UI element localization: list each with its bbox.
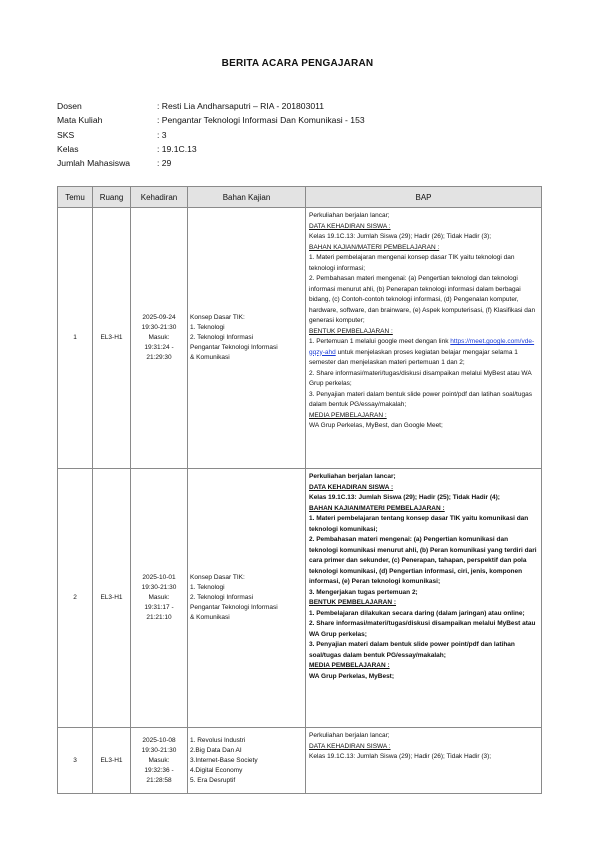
- bap-line: 2. Share informasi/materi/tugas/diskusi disampaikan melalui MyBest atau WA Grup perkelas;: [309, 620, 536, 638]
- kajian-line: 3.Internet-Base Society: [190, 756, 258, 764]
- teaching-record-table: [57, 186, 542, 794]
- bap-line: 1. Pembelajaran dilakukan secara daring (dalam jaringan) atau online;: [309, 609, 525, 617]
- cell-bap: [306, 208, 542, 469]
- bap-line: 1. Materi pembelajaran tentang konsep dasar TIK yaitu komunikasi dan teknologi komunikasi;: [309, 515, 529, 533]
- kehadiran-line: 19:31:24 -: [144, 344, 174, 351]
- kajian-line: 4.Digital Economy: [190, 766, 243, 774]
- bap-line: 3. Mengerjakan tugas pertemuan 2;: [309, 588, 418, 596]
- kajian-line: Konsep Dasar TIK:: [190, 574, 245, 581]
- kehadiran-line: 19:31:17 -: [144, 604, 174, 611]
- kehadiran-line: 19:32:36 -: [144, 766, 174, 774]
- bap-line: Kelas 19.1C.13: Jumlah Siswa (29); Hadir (25); Tidak Hadir (4);: [309, 494, 500, 501]
- cell-bap: [306, 469, 542, 728]
- header-kehadiran: Kehadiran: [131, 187, 188, 208]
- bap-line: [309, 337, 538, 369]
- cell-temu: 2: [58, 469, 93, 728]
- kajian-line: Konsep Dasar TIK:: [190, 314, 245, 321]
- kehadiran-line: 21:29:30: [146, 354, 172, 361]
- bap-line: DATA KEHADIRAN SISWA :: [309, 483, 394, 491]
- info-kelas: [57, 142, 365, 156]
- bap-line: MEDIA PEMBELAJARAN :: [309, 411, 387, 419]
- cell-ruang: EL3-H1: [93, 208, 131, 469]
- kajian-line: 2.Big Data Dan AI: [190, 746, 242, 754]
- info-label: SKS: [57, 129, 75, 140]
- kehadiran-line: 21:28:58: [146, 776, 172, 784]
- cell-kehadiran: [131, 728, 188, 794]
- cell-kehadiran: [131, 469, 188, 728]
- bap-line: BAHAN KAJIAN/MATERI PEMBELAJARAN :: [309, 504, 445, 512]
- bap-line: Perkuliahan berjalan lancar;: [309, 212, 390, 219]
- table-row: [58, 208, 542, 469]
- bap-line: Kelas 19.1C.13: Jumlah Siswa (29); Hadir (26); Tidak Hadir (3);: [309, 233, 492, 240]
- bap-line: WA Grup Perkelas, MyBest, dan Google Meet;: [309, 422, 443, 429]
- kajian-line: & Komunikasi: [190, 354, 230, 361]
- course-info: [57, 99, 365, 170]
- kehadiran-line: 19:30-21:30: [141, 746, 177, 754]
- kajian-line: 2. Teknologi Informasi: [190, 334, 254, 341]
- cell-ruang: EL3-H1: [93, 469, 131, 728]
- meet-link[interactable]: https://meet.google.com/vde-gqzy-ahd: [309, 338, 535, 356]
- kehadiran-line: 2025-10-01: [142, 574, 176, 581]
- header-bap: BAP: [306, 187, 542, 208]
- kehadiran-line: 19:30-21:30: [141, 584, 177, 591]
- bap-line: 2. Share informasi/materi/tugas/diskusi disampaikan melalui MyBest atau WA Grup perkelas;: [309, 369, 532, 387]
- info-value: : 3: [157, 129, 167, 140]
- bap-line: Kelas 19.1C.13: Jumlah Siswa (29); Hadir (26); Tidak Hadir (3);: [309, 753, 492, 760]
- info-value: : 29: [157, 158, 172, 169]
- header-ruang: Ruang: [93, 187, 131, 208]
- info-value: : Resti Lia Andharsaputri – RIA - 201803011: [157, 101, 325, 111]
- table-header: [58, 187, 542, 208]
- kehadiran-line: 19:30-21:30: [141, 324, 177, 331]
- bap-line: 2. Pembahasan materi mengenai: (a) Pengertian komunikasi dan teknologi komunikasi menurut ahli, (b) Peran komunikasi yang terdiri dari cara primer dan sekunder, (c) Penerapan, tahapan, perspektif dan pola teknologi komunikasi, (d) Pengertian informasi, ciri, jenis, komponen informasi, (e) Peran teknologi komunikasi;: [309, 536, 537, 585]
- bap-line: BAHAN KAJIAN/MATERI PEMBELAJARAN :: [309, 243, 440, 251]
- bap-line: 3. Penyajian materi dalam bentuk slide power point/pdf dan latihan soal/tugas dalam bentuk PG/essay/makalah;: [309, 641, 515, 659]
- table-row: [58, 728, 542, 794]
- kajian-line: & Komunikasi: [190, 614, 230, 621]
- info-dosen: [57, 99, 365, 113]
- bap-text: 1. Pertemuan 1 melalui google meet dengan link: [309, 338, 449, 345]
- kajian-line: 1. Teknologi: [190, 324, 225, 331]
- bap-text: untuk menjelaskan proses kegiatan belajar mengajar selama 1 semester dan menjelaskan materi pertemuan 1 dan 2;: [309, 348, 518, 366]
- kehadiran-line: 2025-09-24: [142, 314, 176, 321]
- cell-temu: 3: [58, 728, 93, 794]
- page-title: BERITA ACARA PENGAJARAN: [221, 58, 374, 69]
- info-label: Kelas: [57, 143, 79, 154]
- bap-line: MEDIA PEMBELAJARAN :: [309, 662, 390, 669]
- kehadiran-line: Masuk:: [148, 334, 170, 341]
- header-temu: Temu: [58, 187, 93, 208]
- info-label: Mata Kuliah: [57, 115, 103, 126]
- info-label: Dosen: [57, 101, 82, 111]
- kehadiran-line: Masuk:: [148, 756, 170, 764]
- info-jumlah-mahasiswa: [57, 156, 365, 170]
- cell-bahan-kajian: [188, 469, 306, 728]
- bap-line: 1. Materi pembelajaran mengenai konsep dasar TIK yaitu teknologi dan teknologi informasi;: [309, 254, 515, 272]
- info-sks: [57, 128, 365, 142]
- kajian-line: Pengantar Teknologi Informasi: [190, 604, 278, 611]
- bap-line: 3. Penyajian materi dalam bentuk slide power point/pdf dan latihan soal/tugas dalam bentuk PG/essay/makalah;: [309, 390, 532, 408]
- kajian-line: 5. Era Desruptif: [190, 776, 236, 784]
- kehadiran-line: Masuk:: [148, 594, 170, 601]
- bap-line: 2. Pembahasan materi mengenai: (a) Pengertian teknologi dan teknologi informasi menurut ahli, (b) Penerapan teknologi informasi dalam berbagai bidang, (c) Contoh-contoh teknologi informasi, (d) Pengenalan komputer, hardware, software, dan brainware, (e) Aspek komputerisasi, (f) Klasifikasi dan generasi komputer;: [309, 275, 536, 324]
- cell-ruang: EL3-H1: [93, 728, 131, 794]
- bap-line: BENTUK PEMBELAJARAN :: [309, 599, 397, 606]
- bap-line: BENTUK PEMBELAJARAN :: [309, 327, 393, 335]
- kajian-line: Pengantar Teknologi Informasi: [190, 344, 278, 351]
- bap-line: DATA KEHADIRAN SISWA :: [309, 742, 391, 750]
- cell-kehadiran: [131, 208, 188, 469]
- info-value: : 19.1C.13: [157, 143, 197, 154]
- header-bahan-kajian: Bahan Kajian: [188, 187, 306, 208]
- bap-line: Perkuliahan berjalan lancar;: [309, 473, 396, 480]
- kajian-line: 1. Revolusi Industri: [190, 736, 246, 744]
- info-value: : Pengantar Teknologi Informasi Dan Komunikasi - 153: [157, 115, 365, 126]
- bap-line: Perkuliahan berjalan lancar;: [309, 732, 390, 739]
- kajian-line: 1. Teknologi: [190, 584, 225, 591]
- cell-bap: [306, 728, 542, 794]
- info-mata-kuliah: [57, 113, 365, 127]
- kajian-line: 2. Teknologi Informasi: [190, 594, 254, 601]
- bap-line: DATA KEHADIRAN SISWA :: [309, 222, 391, 230]
- bap-line: WA Grup Perkelas, MyBest;: [309, 672, 395, 680]
- cell-temu: 1: [58, 208, 93, 469]
- table-row: [58, 469, 542, 728]
- info-label: Jumlah Mahasiswa: [57, 158, 131, 169]
- kehadiran-line: 21:21:10: [146, 614, 172, 621]
- cell-bahan-kajian: [188, 208, 306, 469]
- kehadiran-line: 2025-10-08: [142, 736, 176, 744]
- cell-bahan-kajian: [188, 728, 306, 794]
